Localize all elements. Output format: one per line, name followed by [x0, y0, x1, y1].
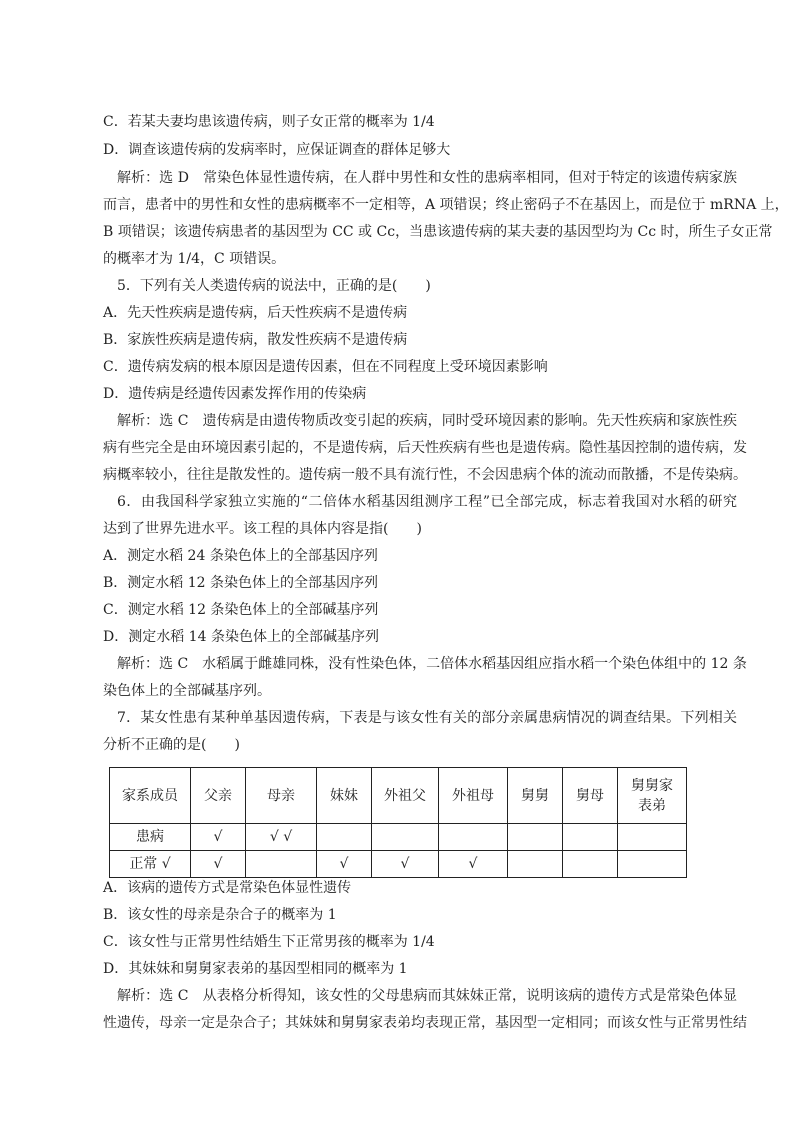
cell-normal-cousin: [618, 851, 687, 878]
option-b-q5: B．家族性疾病是遗传病，散发性疾病不是遗传病: [103, 332, 408, 348]
header-sister: 妹妹: [317, 768, 372, 824]
option-a-q7: A．该病的遗传方式是常染色体显性遗传: [103, 880, 352, 896]
explanation-q4-line-3: B 项错误；该遗传病患者的基因型为 CC 或 Cc，当患该遗传病的某夫妻的基因型均为 Cc 时，所生子女正常: [103, 224, 773, 240]
option-c-q4: C．若某夫妻均患该遗传病，则子女正常的概率为 1/4: [103, 114, 435, 130]
cell-normal-grandfather: √: [372, 851, 439, 878]
option-c-q6: C．测定水稻 12 条染色体上的全部碱基序列: [103, 602, 379, 618]
cell-normal-uncle: [508, 851, 563, 878]
header-cousin: [618, 768, 687, 824]
header-aunt: 舅母: [563, 768, 618, 824]
option-d-q4: D．调查该遗传病的发病率时，应保证调查的群体足够大: [103, 142, 451, 158]
question-6-stem-line-2: 达到了世界先进水平。该工程的具体内容是指( ): [103, 521, 422, 537]
question-7-stem-line-2: 分析不正确的是( ): [103, 737, 240, 753]
header-uncle: 舅舅: [508, 768, 563, 824]
question-7-stem-line-1: 7．某女性患有某种单基因遗传病，下表是与该女性有关的部分亲属患病情况的调查结果。下列相关: [117, 710, 737, 726]
explanation-q5-line-3: 病概率较小，往往是散发性的。遗传病一般不具有流行性，不会因患病个体的流动而散播，不是传染病。: [103, 467, 747, 483]
header-maternal-grandfather: 外祖父: [372, 768, 439, 824]
explanation-q6-line-2: 染色体上的全部碱基序列。: [103, 683, 271, 699]
cell-affected-father: √: [191, 824, 246, 851]
row-label-affected: 患病: [110, 824, 191, 851]
explanation-q4-line-1: 解析：选 D 常染色体显性遗传病，在人群中男性和女性的患病率相同，但对于特定的该遗传病家族: [117, 170, 737, 186]
cell-normal-mother: [246, 851, 317, 878]
option-a-q6: A．测定水稻 24 条染色体上的全部基因序列: [103, 548, 378, 564]
cell-affected-uncle: [508, 824, 563, 851]
explanation-q7-line-2: 性遗传，母亲一定是杂合子；其妹妹和舅舅家表弟均表现正常，基因型一定相同；而该女性与正常男性结: [103, 1015, 747, 1031]
option-b-q6: B．测定水稻 12 条染色体上的全部基因序列: [103, 575, 379, 591]
header-father: 父亲: [191, 768, 246, 824]
question-5-stem: 5．下列有关人类遗传病的说法中，正确的是( ): [117, 278, 431, 294]
explanation-q5-line-2: 病有些完全是由环境因素引起的，不是遗传病，后天性疾病有些也是遗传病。隐性基因控制的遗传病，发: [103, 440, 747, 456]
cell-affected-grandmother: [439, 824, 508, 851]
question-6-stem-line-1: 6．由我国科学家独立实施的“二倍体水稻基因组测序工程”已全部完成，标志着我国对水稻的研究: [117, 494, 737, 510]
cell-normal-father: √: [191, 851, 246, 878]
cell-normal-sister: √: [317, 851, 372, 878]
cell-affected-sister: [317, 824, 372, 851]
table-row-normal: [110, 851, 687, 878]
explanation-q4-line-4: 的概率才为 1/4，C 项错误。: [103, 251, 286, 267]
cell-normal-aunt: [563, 851, 618, 878]
header-maternal-grandmother: 外祖母: [439, 768, 508, 824]
table-header-row: [110, 768, 687, 824]
option-b-q7: B．该女性的母亲是杂合子的概率为 1: [103, 907, 337, 923]
explanation-q4-line-2: 而言，患者中的男性和女性的患病概率不一定相等，A 项错误；终止密码子不在基因上，而是位于 mRNA 上，: [103, 197, 789, 213]
explanation-q5-line-1: 解析：选 C 遗传病是由遗传物质改变引起的疾病，同时受环境因素的影响。先天性疾病和家族性疾: [117, 413, 737, 429]
explanation-q7-line-1: 解析：选 C 从表格分析得知，该女性的父母患病而其妹妹正常，说明该病的遗传方式是常染色体显: [117, 988, 737, 1004]
cell-affected-aunt: [563, 824, 618, 851]
explanation-q6-line-1: 解析：选 C 水稻属于雌雄同株，没有性染色体，二倍体水稻基因组应指水稻一个染色体组中的 12 条: [117, 656, 747, 672]
option-d-q6: D．测定水稻 14 条染色体上的全部碱基序列: [103, 629, 379, 645]
option-a-q5: A．先天性疾病是遗传病，后天性疾病不是遗传病: [103, 305, 408, 321]
relatives-survey-table: [109, 767, 687, 878]
option-c-q5: C．遗传病发病的根本原因是遗传因素，但在不同程度上受环境因素影响: [103, 359, 548, 375]
table-row-affected: [110, 824, 687, 851]
row-label-normal: 正常 √: [110, 851, 191, 878]
option-c-q7: C．该女性与正常男性结婚生下正常男孩的概率为 1/4: [103, 934, 435, 950]
header-family-member: 家系成员: [110, 768, 191, 824]
header-mother: 母亲: [246, 768, 317, 824]
header-cousin-line-1: 舅舅家: [631, 777, 673, 794]
cell-affected-cousin: [618, 824, 687, 851]
option-d-q5: D．遗传病是经遗传因素发挥作用的传染病: [103, 386, 367, 402]
cell-affected-mother: √ √: [246, 824, 317, 851]
cell-affected-grandfather: [372, 824, 439, 851]
option-d-q7: D．其妹妹和舅舅家表弟的基因型相同的概率为 1: [103, 961, 408, 977]
header-cousin-line-2: 表弟: [638, 797, 666, 814]
cell-normal-grandmother: √: [439, 851, 508, 878]
